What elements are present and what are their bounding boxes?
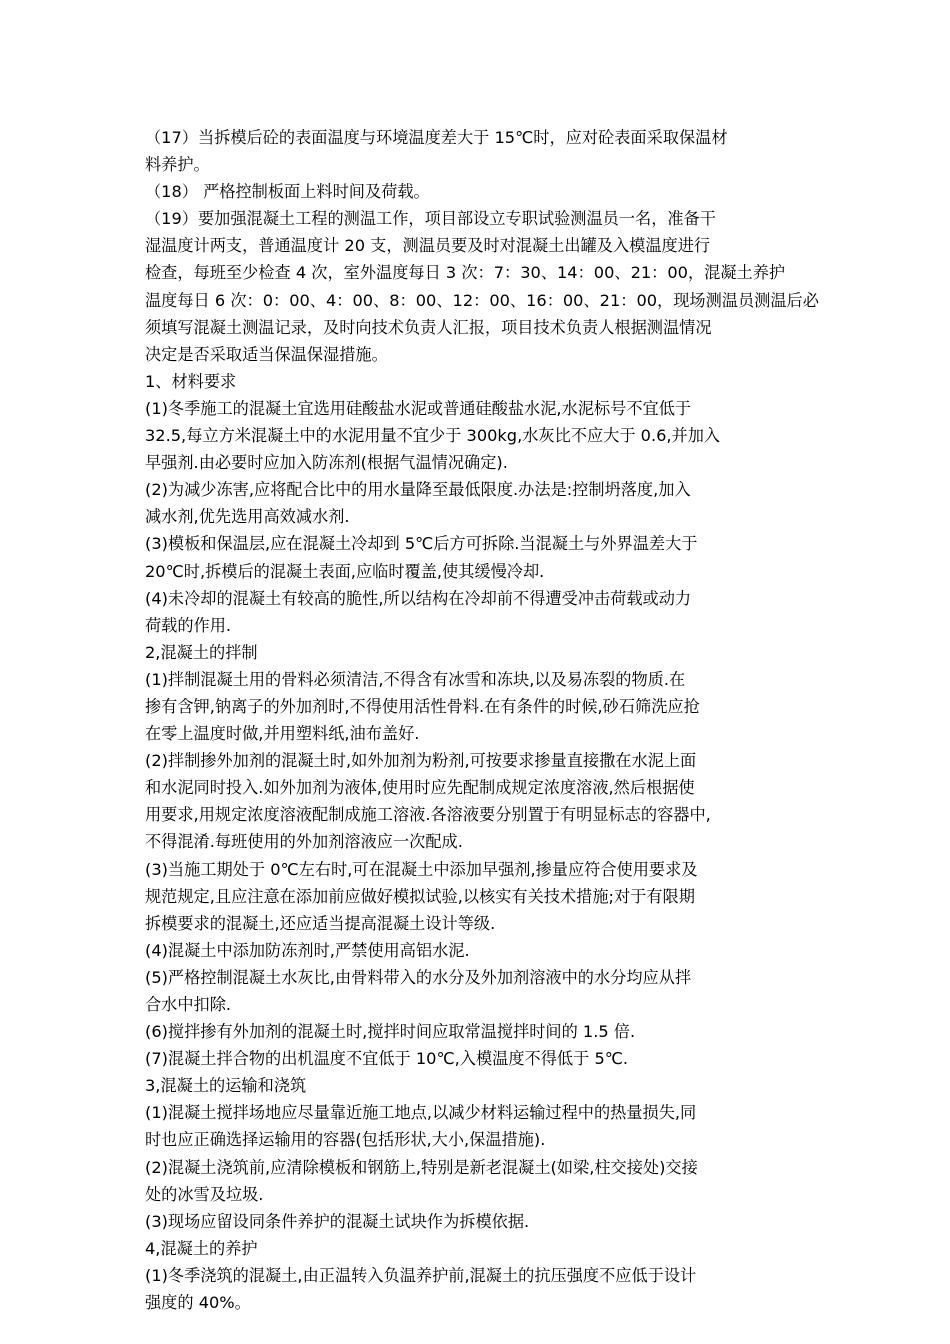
text-line: 减水剂,优先选用高效减水剂.: [145, 507, 350, 527]
text-line: (1)拌制混凝土用的骨料必须清洁,不得含有冰雪和冻块,以及易冻裂的物质.在: [145, 669, 686, 689]
text-line: 3,混凝土的运输和浇筑: [145, 1076, 307, 1096]
text-line: 和水泥同时投入.如外加剂为液体,使用时应先配制成规定浓度溶液,然后根据使: [145, 778, 695, 798]
text-line: 温度每日 6 次：0：00、4：00、8：00、12：00、16：00、21：00，现场测温员测温后必: [145, 290, 819, 310]
text-line: (2)混凝土浇筑前,应清除模板和钢筋上,特别是新老混凝土(如梁,柱交接处)交接: [145, 1157, 698, 1177]
text-line: 2,混凝土的拌制: [145, 642, 258, 662]
text-line: 荷载的作用.: [145, 615, 232, 635]
text-line: (3)模板和保温层,应在混凝土冷却到 5℃后方可拆除.当混凝土与外界温差大于: [145, 534, 698, 554]
document-body: [145, 124, 819, 1316]
text-line: 湿温度计两支，普通温度计 20 支，测温员要及时对混凝土出罐及入模温度进行: [145, 236, 711, 256]
text-line: 须填写混凝土测温记录，及时向技术负责人汇报，项目技术负责人根据测温情况: [145, 317, 712, 337]
text-line: 时也应正确选择运输用的容器(包括形状,大小,保温措施).: [145, 1130, 546, 1150]
text-line: (1)冬季施工的混凝土宜选用硅酸盐水泥或普通硅酸盐水泥,水泥标号不宜低于: [145, 398, 692, 418]
text-line: 早强剂.由必要时应加入防冻剂(根据气温情况确定).: [145, 453, 508, 473]
text-line: 决定是否采取适当保温保湿措施。: [145, 344, 388, 364]
text-line: (1)冬季浇筑的混凝土,由正温转入负温养护前,混凝土的抗压强度不应低于设计: [145, 1265, 697, 1285]
text-line: 检查，每班至少检查 4 次，室外温度每日 3 次：7：30、14：00、21：00，混凝土养护: [145, 263, 786, 283]
text-line: （19）要加强混凝土工程的测温工作，项目部设立专职试验测温员一名，准备干: [145, 209, 716, 229]
text-line: 4,混凝土的养护: [145, 1238, 258, 1258]
text-line: (3)现场应留设同条件养护的混凝土试块作为拆模依据.: [145, 1211, 530, 1231]
text-line: (3)当施工期处于 0℃左右时,可在混凝土中添加早强剂,掺量应符合使用要求及: [145, 859, 698, 879]
text-line: (5)严格控制混凝土水灰比,由骨料带入的水分及外加剂溶液中的水分均应从拌: [145, 967, 692, 987]
text-line: (2)拌制掺外加剂的混凝土时,如外加剂为粉剂,可按要求掺量直接撒在水泥上面: [145, 751, 697, 771]
text-line: (7)混凝土拌合物的出机温度不宜低于 10℃,入模温度不得低于 5℃.: [145, 1049, 629, 1069]
text-line: (4)混凝土中添加防冻剂时,严禁使用高铝水泥.: [145, 940, 470, 960]
text-line: 合水中扣除.: [145, 995, 232, 1014]
text-line: 掺有含钾,钠离子的外加剂时,不得使用活性骨料.在有条件的时候,砂石筛洗应抢: [145, 696, 700, 716]
text-line: 规范规定,且应注意在添加前应做好模拟试验,以核实有关技术措施;对于有限期: [145, 886, 695, 906]
text-line: (2)为减少冻害,应将配合比中的用水量降至最低限度.办法是:控制坍落度,加入: [145, 480, 691, 500]
text-line: (1)混凝土搅拌场地应尽量靠近施工地点,以减少材料运输过程中的热量损失,同: [145, 1103, 697, 1123]
text-line: 料养护。: [145, 155, 210, 175]
text-line: 1、材料要求: [145, 371, 237, 391]
text-line: 32.5,每立方米混凝土中的水泥用量不宜少于 300kg,水灰比不应大于 0.6,并加入: [145, 426, 721, 446]
text-line: (6)搅拌掺有外加剂的混凝土时,搅拌时间应取常温搅拌时间的 1.5 倍.: [145, 1022, 636, 1042]
text-line: 拆模要求的混凝土,还应适当提高混凝土设计等级.: [145, 913, 496, 933]
text-line: (4)未冷却的混凝土有较高的脆性,所以结构在冷却前不得遭受冲击荷载或动力: [145, 588, 692, 608]
text-line: 20℃时,拆模后的混凝土表面,应临时覆盖,使其缓慢冷却.: [145, 561, 545, 581]
text-line: （18） 严格控制板面上料时间及荷载。: [145, 182, 430, 202]
text-line: 强度的 40%。: [145, 1293, 251, 1313]
text-line: 用要求,用规定浓度溶液配制成施工溶液.各溶液要分别置于有明显标志的容器中,: [145, 805, 711, 825]
text-line: 处的冰雪及垃圾.: [145, 1184, 264, 1204]
text-line: （17）当拆模后砼的表面温度与环境温度差大于 15℃时，应对砼表面采取保温材: [145, 128, 728, 147]
text-line: 不得混淆.每班使用的外加剂溶液应一次配成.: [145, 832, 463, 852]
text-line: 在零上温度时做,并用塑料纸,油布盖好.: [145, 724, 420, 744]
